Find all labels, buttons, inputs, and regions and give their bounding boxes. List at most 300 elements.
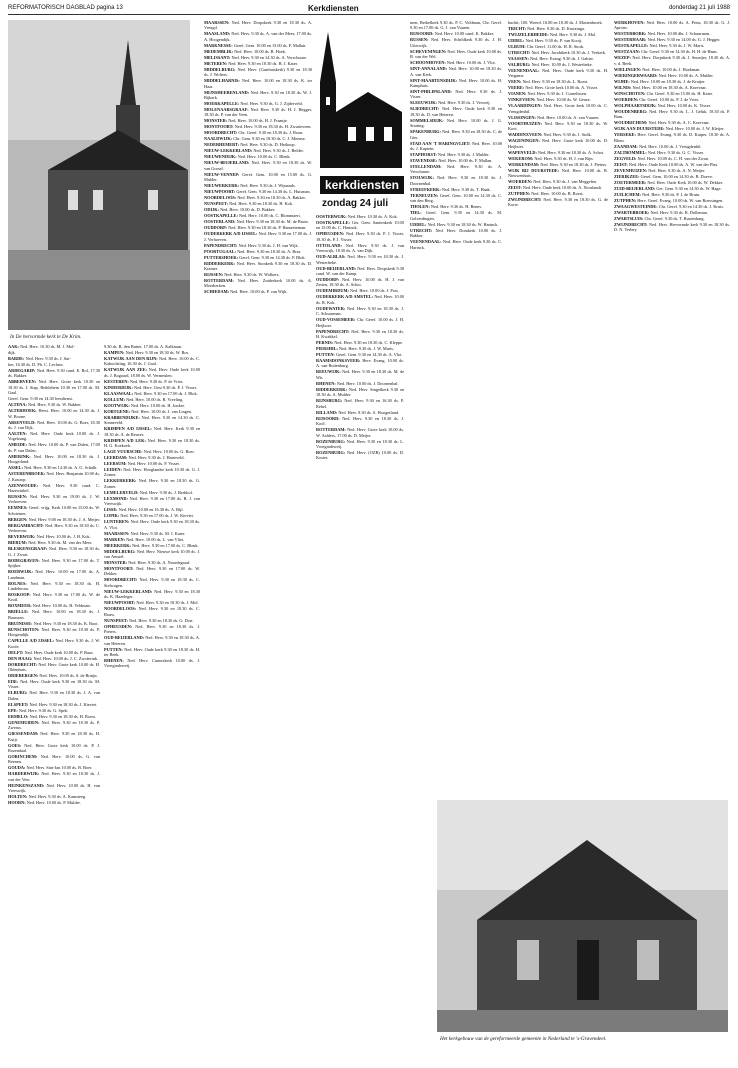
service-details: Ned. Herv. 9.30 ds. J. Berkhof. — [139, 489, 194, 495]
service-listing — [508, 50, 608, 55]
service-details: Chr. Geref. 9.30 en 18.30 ds. J. Boon. — [238, 130, 304, 136]
service-details: Ned. Herv. 10.00 ds. R. Vreeling. — [126, 396, 184, 402]
service-details: Ned. Herv. 9.30 en 18.30 ds. K. Hazeleger. — [104, 588, 200, 600]
place-name: SINT-PHILIPSLAND: — [410, 89, 452, 95]
service-details: Ned. Herv. 9.30 en 18.30 ds. J. Kieviet. — [29, 701, 98, 707]
place-name: RIDDERKERK: — [316, 386, 348, 392]
service-listing — [104, 624, 200, 635]
service-listing — [104, 403, 200, 408]
service-details: Ned. Herv. 10.00 ds. G. Boer, 18.30 ds. J. van Dijk. — [8, 419, 100, 431]
service-listing — [410, 158, 502, 163]
place-name: VIANEN: — [508, 91, 527, 97]
place-name: EDE: — [8, 678, 19, 684]
service-listing — [204, 130, 312, 135]
service-details: Ned. Herv. Zuiderkerk 10.00 ds. A. Moerkerken. — [204, 278, 312, 289]
service-listing — [8, 442, 100, 453]
service-details: dijk. — [8, 350, 16, 355]
service-listing — [614, 85, 730, 90]
service-details: Ned. Herv. 10.00 en 18.30 ds. A. Korevaar. — [632, 84, 707, 90]
service-listing — [104, 537, 200, 542]
service-details: Ned. Herv. 9.30 ds. H. J. Hegger, 18.30 ds. P. van der Veen. — [204, 107, 312, 118]
place-name: HEINKENSZAND: — [8, 782, 45, 788]
service-listing — [104, 658, 200, 669]
place-name: MIDDELBURG: — [204, 66, 236, 72]
service-details: Ned. Herv. 10.30 ds. M. J. Mol- — [20, 344, 75, 349]
service-listing — [104, 461, 200, 466]
service-listing — [8, 702, 100, 707]
service-listing — [8, 679, 100, 690]
service-listing — [8, 540, 100, 545]
service-listing — [508, 156, 608, 161]
service-details: Ned. Herv. (OZB) 10.00 ds. D. Koster. — [316, 449, 404, 461]
place-name: NOORDELOOS: — [104, 606, 137, 612]
place-name: OPHEUSDEN: — [316, 231, 345, 237]
service-listing — [316, 294, 404, 305]
service-details: Ned. Herv. 10.00 en 17.00 ds. A. Landman. — [8, 569, 100, 580]
service-details: Ned. Herv. 10.00 ds. J. Post. — [350, 288, 399, 294]
service-listing — [614, 132, 730, 143]
place-name: MIDDELBURG: — [104, 548, 136, 554]
service-listing — [508, 191, 608, 196]
service-details: Ned. Herv. Hooglandse kerk 10.30 ds. G. J. Zomer. — [104, 467, 200, 478]
place-name: ZEIST: — [508, 185, 522, 191]
service-details: Ger. Gem. 9.30 en 14.30 ds. W. Hage. — [656, 185, 722, 191]
service-listing — [8, 708, 100, 713]
service-details: Ger. Gem. Santenkerk 10.00 en 15.00 ds. C. Harinck. — [316, 220, 404, 231]
service-details: Ned. Herv. 9.30 ds. W. Wolkers. — [224, 272, 280, 278]
service-listing — [204, 172, 312, 183]
service-details: Ned. Herv. 9.30 ds. J. van Vreeswijk, 18.30 ds. A. van Dijk. — [316, 242, 404, 254]
place-name: AZENWOUDE: — [8, 482, 39, 488]
service-listing — [204, 78, 312, 89]
service-listing — [104, 549, 200, 560]
service-details: Ned. Herv. 9.30 en 18.30 ds. G. J. Zwart. — [8, 546, 100, 557]
service-details: Ned. Herv. 9.30 en 18.30 ds. C. Stelwagen. — [104, 577, 200, 588]
service-details: Ned. Herv. 9.30 en 18.30 ds. P. Zwerus. — [8, 719, 100, 731]
place-name: RAAMSDONKSVEER: — [316, 358, 361, 364]
service-listing — [410, 228, 502, 239]
service-listing — [8, 350, 100, 355]
service-listing — [104, 467, 200, 478]
service-listing — [410, 49, 502, 60]
service-details: Ned. Herv. Oude kerk 10.00 ds. B. van der Wel. — [410, 48, 502, 60]
place-name: MONTFOORT: — [204, 124, 234, 130]
place-name: YERSEKE: — [614, 132, 636, 138]
service-details: Ned. Herv. 9.30 en 14.30 ds. A. Verschuure. — [231, 54, 308, 60]
place-name: AMEIDE: — [8, 442, 28, 448]
service-listing — [614, 216, 730, 221]
place-name: BEVERWIJK: — [8, 534, 36, 540]
service-listing — [8, 465, 100, 470]
place-name: VEENENDAAL: — [410, 239, 442, 245]
service-listing — [410, 31, 502, 36]
place-name: REEUWIJK: — [316, 369, 341, 375]
service-details: Ned. Herv. 9.30 ds. H. Benes. — [430, 204, 483, 210]
kerkdiensten-logo — [316, 22, 404, 172]
service-listing — [104, 513, 200, 518]
place-name: SCHEVENINGEN: — [410, 48, 447, 54]
service-listing — [316, 340, 404, 345]
place-name: WESTKAPELLE: — [614, 43, 649, 49]
place-name: OOSTERWIJK: — [316, 214, 347, 219]
place-name: WIJK AAN DUURSTEDE: — [614, 126, 665, 132]
place-name: PERNIS: — [316, 340, 334, 346]
service-details: Ned. Herv. 10.00 ds. R. Nieuwenhuis. — [508, 167, 608, 179]
service-details: Ned. Herv. Hervormde kerk 9.30 en 18.30 ds. D. N. Verbey. — [614, 221, 730, 233]
service-details: Ned. Herv. 9.30 en 18.30 ds. H. Kwakkel. — [316, 328, 404, 340]
service-details: Ned. Herv. Nieuwe kerk 10.00 ds. J. van Amstel. — [104, 548, 200, 560]
service-details: Ned. Herv. Sint-Jan 10.00 ds. B. Boer. — [26, 765, 93, 771]
service-listing — [204, 148, 312, 153]
service-details: Ned. Herv. 9.30 en 18.30 ds. H. J. Kater. — [228, 60, 298, 66]
place-name: PUTTEN: — [316, 352, 335, 358]
service-listing — [316, 317, 404, 328]
service-listing — [204, 225, 312, 230]
service-listing — [104, 507, 200, 512]
place-name: WILNIS: — [614, 84, 632, 90]
banner-title: kerkdiensten — [320, 176, 404, 194]
service-listing — [8, 420, 100, 431]
service-listing — [8, 592, 100, 603]
place-name: METEREN: — [204, 60, 228, 66]
place-name: BOERWIJK: — [8, 569, 33, 575]
service-listing — [8, 656, 100, 661]
service-listing — [410, 78, 502, 89]
place-name: ASSEL: — [8, 465, 24, 471]
place-name: KESTEREN: — [104, 378, 129, 384]
service-listing — [8, 743, 100, 754]
service-details: Ned. Herv. 9.30 en 18.30 ds. H. Roest. — [29, 713, 96, 719]
service-listing — [614, 43, 730, 48]
service-listing — [410, 118, 502, 129]
service-listing — [8, 517, 100, 522]
service-listing — [410, 66, 502, 77]
place-name: WAPENVELD: — [508, 149, 537, 155]
service-details: Ned. Herv. 10.00 ds. P. Mulder. — [26, 800, 81, 806]
service-details: Ned. Herv. 9.30 en 18.30 ds. P. Hoogendijk. — [8, 626, 100, 638]
place-name: VLISSINGEN: — [508, 114, 536, 120]
service-details: Ned. Herv. Oude Kerk 10.00 ds. A. W. van der Plas. — [628, 161, 719, 167]
service-details: Ned. Herv. 9.30 en 18.30 ds. C. Kleppe. — [334, 340, 403, 346]
place-name: HOLTEN: — [8, 794, 28, 800]
service-listing — [508, 91, 608, 96]
service-details: Ned. Herv. 10.30 ds. A. Kok. — [347, 214, 398, 219]
service-details: Ned. Herv. 9.30 ds. W. Bakker. — [28, 402, 82, 408]
service-details: Ned. Herv. Grote kerk 10.00 ds. A. Visser. — [525, 85, 598, 91]
listing-column-5 — [410, 20, 502, 796]
service-details: Ned. Herv. 9.30 en 18.30 ds. H. Lindeboom. — [8, 580, 100, 591]
service-details: Ned. Herv. 9.30 ds. J. Verweij. — [438, 100, 491, 106]
place-name: ZUTPHEN: — [614, 197, 637, 203]
service-details: Ned. Herv. 9.30 en 18.30 ds. H. Kuijt. — [8, 731, 100, 742]
place-name: SINT-MAARTENSDIJK: — [410, 77, 458, 83]
service-details: Ned. Herv. Grote kerk 10.00 ds. C. Vreugdenhil. — [508, 103, 608, 114]
service-details: Geref. Gem. 10.00 en 15.00 ds. G. Mulder. — [204, 171, 312, 183]
place-name: THOLEN: — [410, 204, 430, 210]
service-listing — [614, 156, 730, 161]
listing-column-1 — [8, 344, 100, 1060]
service-listing — [204, 49, 312, 54]
service-listing — [508, 32, 608, 37]
service-listing — [316, 358, 404, 369]
place-name: NOORDELOOS: — [204, 195, 237, 201]
listing-column-7 — [614, 20, 730, 796]
service-listing — [614, 174, 730, 179]
service-details: Ned. Herv. 9.30 ds. J. Mol. — [549, 32, 597, 37]
service-listing — [614, 55, 730, 66]
service-details: Ned. Herv. 9.30 en 18.30 ds. J. Pieters. — [540, 161, 608, 167]
place-name: DRIEBERGEN: — [8, 672, 39, 678]
place-name: ZUTPHEN: — [508, 191, 531, 197]
service-details: Ned. Herv. 9.30 ds. R. Dolleman. — [650, 209, 708, 215]
place-name: UTRECHT: — [508, 50, 531, 55]
service-details: Ned. Herv. 10.00 ds. J. van Lingen. — [131, 408, 193, 414]
service-listing — [614, 79, 730, 84]
issue-date: donderdag 21 juli 1988 — [668, 5, 730, 11]
service-details: Chr. Geref. 10.00 ds. P. J. de Vries. — [639, 96, 700, 102]
service-listing — [614, 37, 730, 42]
service-listing — [614, 162, 730, 167]
service-listing — [204, 31, 312, 42]
place-name: UDDEL: — [410, 221, 427, 227]
place-name: BIERUM: — [8, 540, 28, 546]
place-name: ZUILICHEM: — [614, 191, 641, 197]
service-details: Ned. Herv. 10.00 ds. J. Doornenbal. — [336, 380, 399, 386]
service-details: Ned. Herv. 10.00 ds. L. van Vliet. — [126, 536, 185, 542]
service-listing — [204, 231, 312, 242]
place-name: RILLAND: — [316, 409, 338, 415]
service-details: Herst. Herv. 10.00 en 14.30 ds. J. W. Boone. — [8, 408, 100, 419]
header-rule — [8, 14, 730, 15]
place-name: ZIERIKZEE: — [614, 173, 640, 179]
service-listing — [8, 673, 100, 678]
service-details: Ned. Herv. 10.00 ds. J. Westerbeke. — [531, 62, 593, 67]
left-photo-caption: In De hervormde kerk te De Krim. — [10, 334, 82, 340]
service-details: Chr. Gem. 9.30 en 18.30 ds. C. J. Meeuse. — [233, 136, 306, 142]
service-listing — [8, 627, 100, 638]
place-name: WOUDRICHEM: — [614, 120, 648, 126]
service-details: Ned. Herv. 9.30 en 18.30 ds. J. Kool. — [316, 415, 404, 427]
place-name: VLAARDINGEN: — [508, 103, 542, 109]
service-listing — [614, 109, 730, 120]
place-name: ZUID-BEIJERLAND: — [614, 185, 656, 191]
service-listing — [8, 431, 100, 442]
service-listing — [508, 185, 608, 190]
service-listing — [316, 410, 404, 415]
service-details: Ned. Herv. 9.30 ds. D. Kruizinga. — [527, 26, 585, 31]
service-details: Ned. Herv. 9.30 cand. C. Hazewinkel. — [8, 482, 100, 494]
service-details: Ned. Herv. 9.30 en 18.30 ds. P. Hameeteman. — [228, 225, 307, 231]
place-name: MONSTER: — [104, 560, 128, 566]
service-details: Ned. Herv. 9.30 en 18.30 ds. M. de Bruin. — [236, 219, 309, 225]
service-details: Ned. Herv. Evang. 9.30 ds. J. Gahier. — [530, 56, 594, 61]
place-name: VINKEVEEN: — [508, 97, 536, 103]
service-listing — [8, 558, 100, 569]
service-listing — [316, 381, 404, 386]
place-name: POORTUGAAL: — [204, 248, 237, 254]
service-details: Ned. Herv. 9.30 ds. J. van Meggelen. — [533, 179, 597, 185]
place-name: RIDDERKERK: — [204, 260, 236, 266]
service-listing — [8, 396, 100, 401]
service-listing — [410, 164, 502, 175]
service-listing — [508, 115, 608, 120]
service-listing — [204, 213, 312, 218]
place-name: WIERINGERWAARD: — [614, 72, 658, 78]
service-listing — [614, 222, 730, 233]
place-name: BERGAMBACHT: — [8, 522, 44, 528]
service-listing — [204, 154, 312, 159]
service-details: Ned. Herv. Oude kerk 9.30 en 18.30 ds. D. van Heteren. — [410, 106, 502, 117]
service-listing — [410, 187, 502, 192]
place-name: HOORN: — [8, 800, 26, 806]
service-listing — [410, 152, 502, 157]
place-name: RUSSEN: — [410, 37, 429, 43]
place-name: KLAASWAAL: — [104, 390, 134, 396]
service-listing — [204, 101, 312, 106]
place-name: LISSE: — [104, 507, 118, 513]
service-details: Ned. Herv. 9.30 ds. P. J. de Bruin. — [642, 191, 701, 197]
listing-column-6 — [508, 20, 608, 796]
place-name: MONTFOORT: — [104, 566, 134, 572]
service-details: Ned. Herv. Oude kerk 10.00 ds. P. Baas. — [24, 649, 94, 655]
service-details: Herv. Evang. 10.00 ds. A. van Ruitenburg. — [316, 358, 404, 369]
service-listing — [104, 496, 200, 507]
place-name: OUD-VOSSEMEER: — [316, 317, 356, 323]
service-details: Ned. Herv. 10.00 ds. J. H. Kok. — [36, 534, 91, 540]
place-name: UTRECHT: — [410, 227, 433, 233]
service-details: Geref. Gem. 9.30 en 14.30 ds. L. Huisman. — [236, 189, 311, 195]
service-details: Ned. Herv. Jacobikerk 10.30 ds. J. Verkerk. — [531, 50, 607, 55]
place-name: STAD AAN 'T HARINGVLIET: — [410, 140, 471, 146]
service-listing — [316, 352, 404, 357]
place-name: RIJSSEN: — [204, 272, 224, 278]
place-name: NIEUWPOORT: — [104, 600, 136, 606]
service-details: Ned. Herv. 9.30 en 17.00 ds. C. Blenk. — [132, 542, 199, 548]
service-details: Ned. Herv. 10.00 ds. G. Boer. — [143, 449, 195, 455]
place-name: TERNEUZEN: — [410, 192, 439, 198]
service-listing — [104, 635, 200, 646]
service-listing — [410, 60, 502, 65]
service-details: Ned. Herv. 9.30 ds. G. C. Visser. — [647, 149, 704, 155]
service-details: Ned. Herv. 10.00 ds. P. van Dalen, 17.00 ds. P. van Dalen. — [8, 442, 100, 453]
service-details: Ned. Herv. 9.30 ds. J. Mulder. — [437, 152, 490, 158]
place-name: LEXMOND: — [104, 495, 128, 501]
service-details: Ned. Herv. 9.30 en 18.30 ds. G. Dorr. — [129, 617, 194, 623]
service-listing — [104, 531, 200, 536]
service-details: Ned. Herv. 9.30 en 14.00 ds. G. J. Hegger. — [647, 37, 721, 43]
service-details: Ned. Herv. 10.00 ds. C. Blenk. — [237, 154, 291, 160]
place-name: WADDINXVEEN: — [508, 132, 543, 138]
service-listing — [104, 478, 200, 489]
service-listing — [204, 261, 312, 272]
place-name: BRUINISSE: — [8, 620, 33, 626]
service-details: Ned. Herv. 10.00 ds. P. Visser. — [127, 461, 180, 467]
service-details: Ned. Herv. 9.30 en 17.00 ds. J. J. Verhoeven. — [204, 231, 312, 242]
place-name: OOSTKAPELLE: — [316, 220, 350, 225]
service-listing — [204, 243, 312, 248]
service-listing — [204, 67, 312, 78]
place-name: WERKENDAM: — [508, 161, 540, 167]
service-details: Geref. Gem. 10.00 en 14.30 ds. C. van den Berg. — [410, 192, 502, 204]
service-listing — [410, 100, 502, 105]
service-listing — [8, 581, 100, 592]
service-listing — [8, 362, 100, 367]
service-listing — [508, 56, 608, 61]
service-listing — [104, 391, 200, 396]
service-listing — [316, 266, 404, 277]
service-listing — [8, 603, 100, 608]
service-details: Ned. Herv. 9.30 en 18.30 ds. W. Kooi. — [508, 120, 608, 132]
service-details: Ned. Herv. Sionkerk 9.30 en 18.30 ds. D. Kramer. — [204, 260, 312, 272]
service-details: Herv. Geref. Evang. 9.30 ds. D. Kuiper, 18.30 ds. A. Blom. — [614, 132, 730, 143]
service-listing — [8, 800, 100, 805]
service-details: Ned. Herv. 10.00 ds. J. W. Kleijer. — [665, 126, 725, 132]
place-name: GOES: — [8, 742, 22, 748]
place-name: BARDE: — [8, 356, 25, 361]
place-name: RHENEN: — [316, 380, 336, 386]
service-listing — [204, 201, 312, 206]
service-listing — [104, 379, 200, 384]
service-listing — [316, 450, 404, 461]
service-details: Ned. Herv. 9.30 en 17.00 ds. W. Dekker. — [104, 566, 200, 577]
place-name: DORDRECHT: — [8, 661, 38, 667]
service-details: Ned. Herv. 9.30 en 17.00 ds. T. Spijker. — [8, 557, 100, 569]
place-name: BRIELLE: — [8, 609, 29, 615]
place-name: SOMMELSDIJK: — [410, 117, 444, 123]
place-name: EPE: — [8, 707, 18, 713]
service-listing — [8, 638, 100, 649]
service-listing — [508, 68, 608, 79]
service-listing — [204, 189, 312, 194]
service-details: Ned. Herv. 10.00 ds. H. Kamphuis. — [410, 77, 502, 89]
service-details: Ned. Herv. 10.00 ds. C. H. van der Zwan. — [637, 155, 709, 161]
service-details: Geref. Gem. 9.30 en 14.30 leesdienst. — [8, 396, 73, 402]
service-listing — [614, 20, 730, 31]
service-details: Ned. Herv. 10.00 ds. A. Mulder. — [658, 72, 714, 78]
place-name: ROZENBURG: — [316, 449, 346, 455]
place-name: MOORDRECHT: — [204, 130, 238, 136]
service-details: Ned. Herv. 10.00 en 18.30 ds. K. ter Haar. — [204, 78, 312, 89]
place-name: MOLENAARSGRAAF: — [204, 107, 249, 113]
service-details: Ned. Herv. Cunerakerk 10.00 ds. J. Vroegindeweij. — [104, 657, 200, 669]
service-listing — [614, 49, 730, 54]
service-listing — [410, 204, 502, 209]
place-name: VEERE: — [508, 85, 525, 91]
service-listing — [8, 546, 100, 557]
service-details: Ned. Herv. Oude kerk 10.00 ds. J. Vogelzang. — [8, 431, 100, 442]
place-name: WOERDEN: — [614, 96, 639, 102]
service-details: Ned. Herv. 9.30 en 16.30 ds. P. Rebel. — [316, 398, 404, 409]
service-details: Geref. vrijg. Kerk 10.00 en 15.00 ds. W. Schriemer. — [8, 505, 100, 516]
service-details: Ned. Herv. 9.30 en 18.30 ds. J. C. Schuurman. — [316, 305, 404, 317]
place-name: ZWIJNDRECHT: — [508, 197, 542, 203]
service-details: Ned. Herv. 9.30 ds. A. van der Meer, 17.00 ds. A. Hoogendijk. — [204, 31, 312, 42]
service-listing — [204, 20, 312, 31]
service-details: Ned. Herv. 9.30 en 18.30 ds. J. Pieters. — [104, 623, 200, 635]
place-name: LEMELERVELD: — [104, 489, 139, 495]
service-listing — [410, 175, 502, 186]
service-details: Ned. Herv. 9.30 ds. J. Harteveld. — [128, 455, 185, 461]
service-details: Ned. Herv. 10.00 ds. A. Prins, 18.30 ds. G. J. Aprons. — [614, 20, 730, 31]
service-listing — [8, 783, 100, 794]
service-details: Ned. Herv. 9.30 en 18.30 ds. H. Zwarteveen. — [234, 124, 312, 130]
place-name: ROTTERDAM: — [316, 427, 346, 433]
place-name: RHENEN: — [104, 657, 124, 663]
service-listing — [204, 207, 312, 212]
service-details: Ned. Herv. 9.30 ds. J. Cornelissen. — [527, 91, 587, 97]
place-name: VAASSEN: — [508, 56, 529, 61]
church-photo-right — [437, 800, 728, 1032]
